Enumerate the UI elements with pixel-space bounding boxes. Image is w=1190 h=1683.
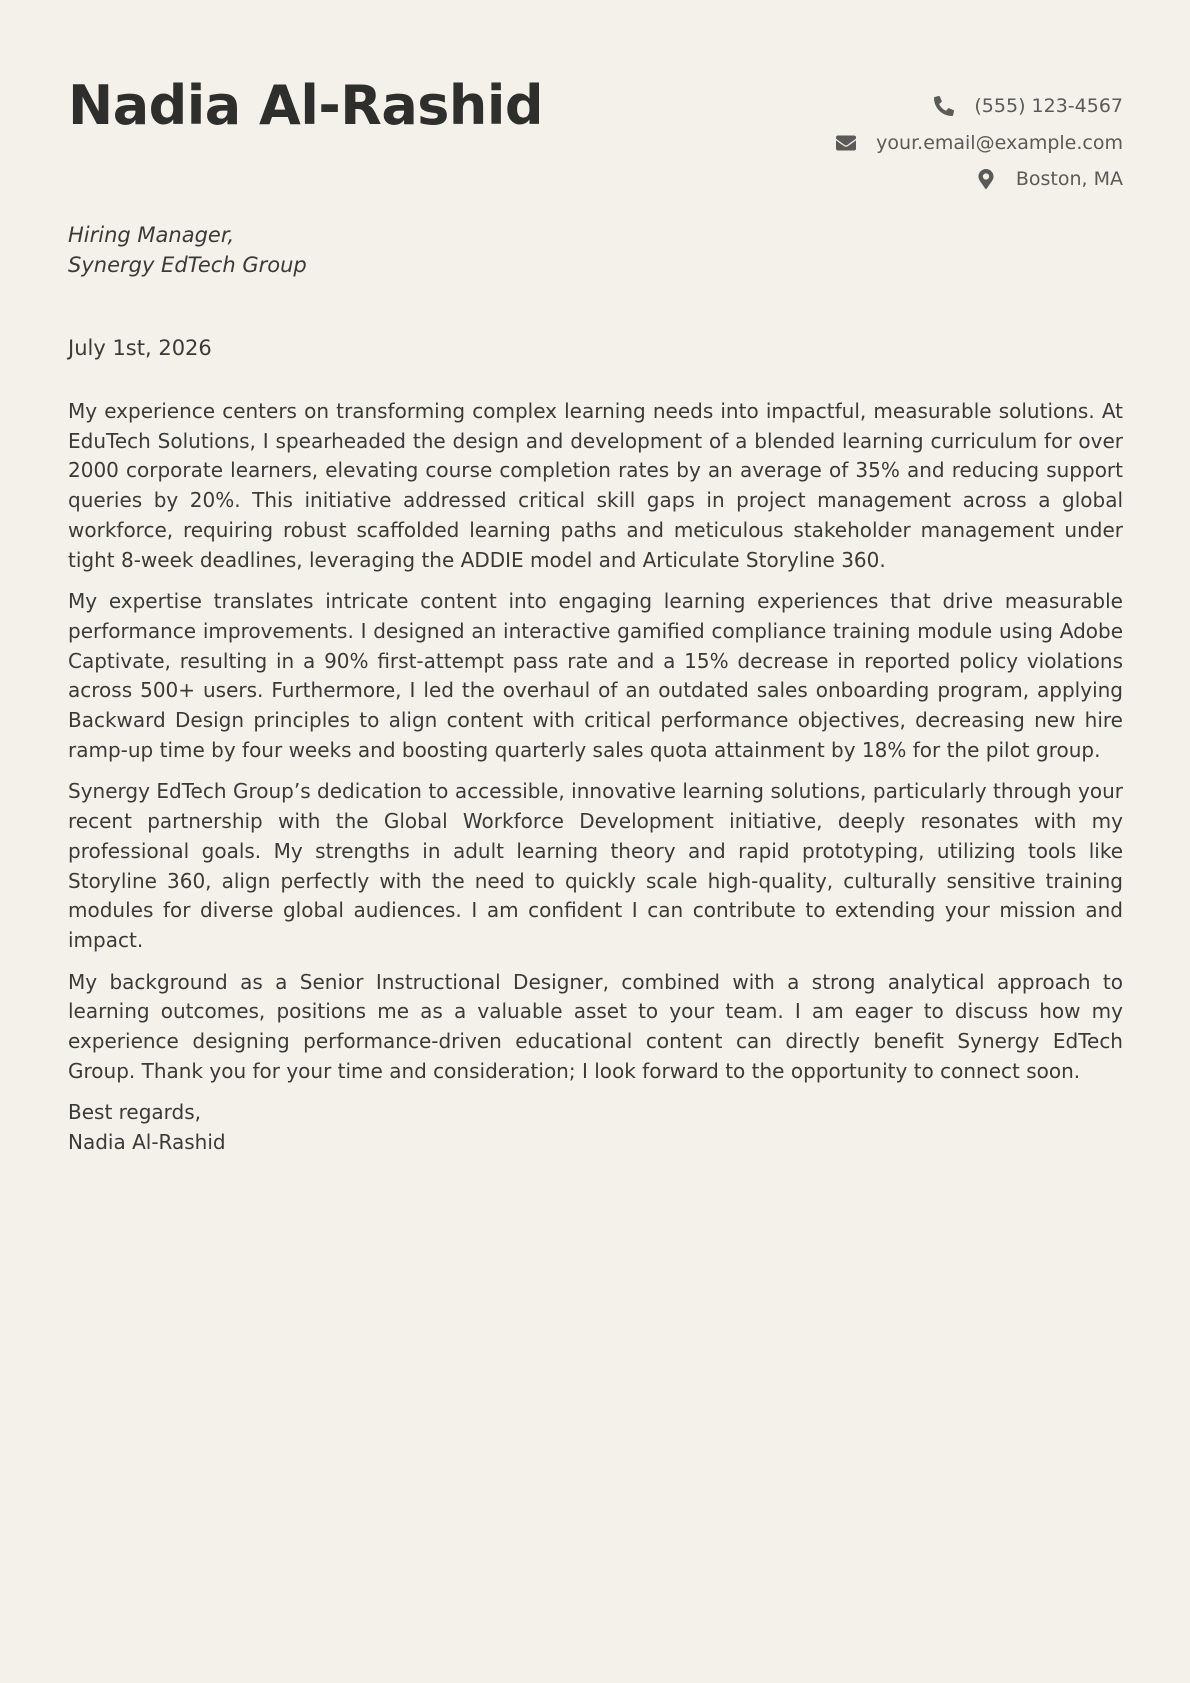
contact-email: your.email@example.com (876, 131, 1123, 154)
body-paragraph: My experience centers on transforming complex learning needs into impactful, measurable solutions. At EduTech Solutions, I spearheaded the design and development of a blended learning curriculum for over 2000 corporate learners, elevating course completion rates by an average of 35% and reducing support queries by 20%. This initiative addressed critical skill gaps in project management across a global workforce, requiring robust scaffolded learning paths and meticulous stakeholder management under tight 8-week deadlines, leveraging the ADDIE model and Articulate Storyline 360. (68, 399, 1123, 572)
letter-date: July 1st, 2026 (68, 336, 212, 360)
map-marker-icon (976, 169, 996, 189)
contact-phone: (555) 123-4567 (974, 95, 1123, 117)
phone-icon (934, 96, 954, 116)
body-paragraph: My expertise translates intricate content into engaging learning experiences that drive measurable performance improvements. I designed an interactive gamified compliance training module using Adobe Captivate, resulting in a 90% first-attempt pass rate and a 15% decrease in reported policy violations across 500+ users. Furthermore, I led the overhaul of an outdated sales onboarding program, applying Backward Design principles to align content with critical performance objectives, decreasing new hire ramp-up time by four weeks and boosting quarterly sales quota attainment by 18% for the pilot group. (68, 589, 1123, 762)
contact-email-row (836, 132, 1123, 169)
recipient-title: Hiring Manager, (68, 223, 235, 247)
letter-body (68, 397, 1123, 1158)
applicant-name: Nadia Al-Rashid (68, 74, 544, 137)
closing-signature: Nadia Al-Rashid (68, 1130, 226, 1155)
contact-location-row (836, 168, 1123, 205)
body-paragraph: My background as a Senior Instructional Designer, combined with a strong analytical approach to learning outcomes, positions me as a valuable asset to your team. I am eager to discuss how my experience designing performance-driven educational content can directly benefit Synergy EdTech Group. Thank you for your time and consideration; I look forward to the opportunity to connect soon. (68, 969, 1123, 1083)
contact-phone-row (836, 95, 1123, 132)
letter-closing (68, 1098, 1123, 1157)
contact-location: Boston, MA (1015, 168, 1123, 190)
body-paragraph: Synergy EdTech Group’s dedication to accessible, innovative learning solutions, particularly through your recent partnership with the Global Workforce Development initiative, deeply resonates with my professional goals. My strengths in adult learning theory and rapid prototyping, utilizing tools like Storyline 360, align perfectly with the need to quickly scale high-quality, culturally sensitive training modules for diverse global audiences. I am confident I can contribute to extending your mission and impact. (68, 779, 1123, 952)
envelope-icon (836, 133, 856, 153)
contact-info (836, 95, 1123, 205)
closing-salutation: Best regards, (68, 1100, 202, 1125)
recipient-company: Synergy EdTech Group (68, 253, 307, 277)
recipient-block (68, 220, 307, 280)
